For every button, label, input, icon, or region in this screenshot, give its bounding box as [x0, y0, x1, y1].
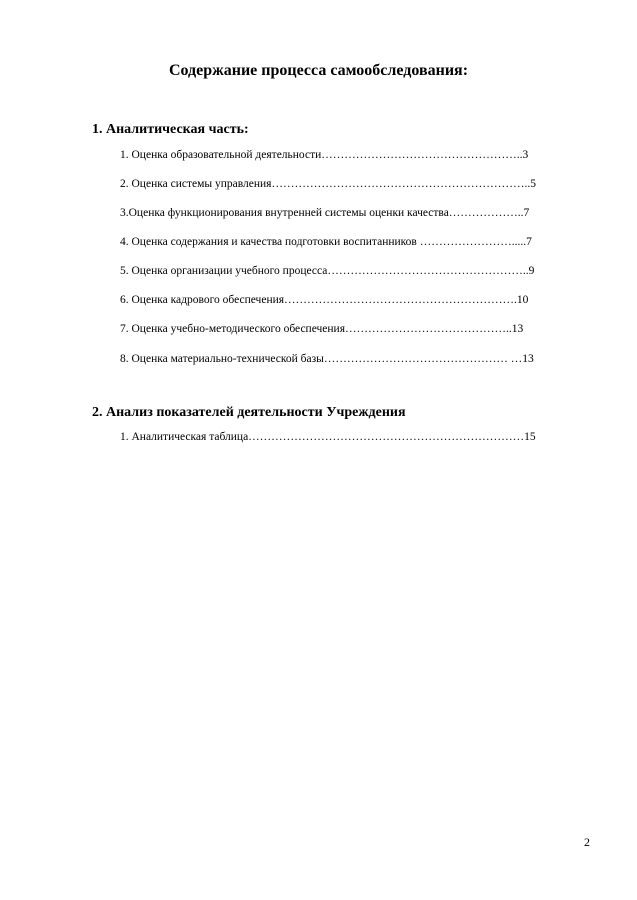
toc-entry-quality-assessment: 3.Оценка функционирования внутренней системы оценки качества………………..7: [120, 207, 530, 219]
toc-entry-material-base: 8. Оценка материально-технической базы………………………………………… …13: [120, 353, 534, 365]
toc-entry-educational-process: 5. Оценка организации учебного процесса……………………………………………..9: [120, 265, 535, 277]
section-heading-performance-analysis: 2. Анализ показателей деятельности Учреждения: [92, 405, 406, 420]
toc-entry-management-system: 2. Оценка системы управления…………………………………………………………..5: [120, 178, 536, 190]
toc-entry-analytical-table: 1. Аналитическая таблица………………………………………………………………15: [120, 431, 536, 443]
toc-entry-educational-activity: 1. Оценка образовательной деятельности……………………………………………..3: [120, 149, 529, 161]
toc-entry-pupil-training: 4. Оценка содержания и качества подготовки воспитанников …………………….....7: [120, 236, 532, 248]
toc-entry-staffing: 6. Оценка кадрового обеспечения…………………………………………………….10: [120, 294, 529, 306]
document-title: Содержание процесса самообследования:: [168, 62, 469, 79]
page-number: 2: [584, 835, 590, 849]
toc-entry-methodological-support: 7. Оценка учебно-методического обеспечения……………………………………..13: [120, 323, 524, 335]
section-heading-analytical-part: 1. Аналитическая часть:: [92, 122, 249, 137]
